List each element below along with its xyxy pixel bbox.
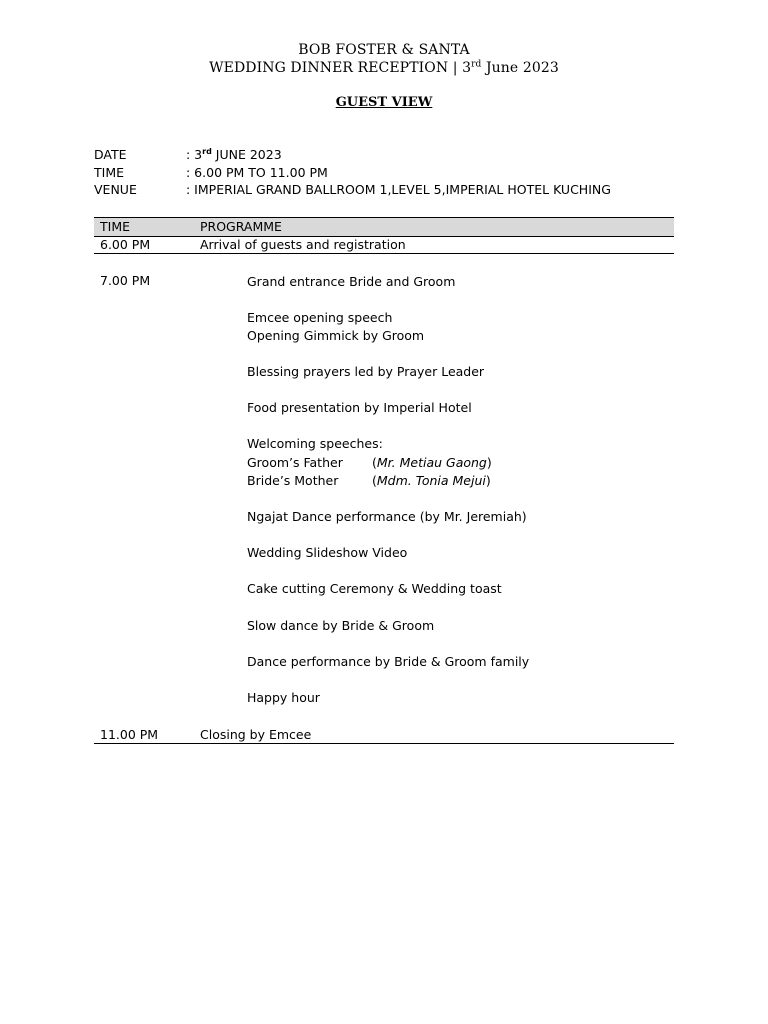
speaker-name-text: Mr. Metiau Gaong [376,455,487,470]
programme-item: Cake cutting Ceremony & Wedding toast [247,581,502,596]
programme-item: Food presentation by Imperial Hotel [247,400,472,415]
document-subtitle [0,60,768,76]
speaker-role: Groom’s Father [247,455,343,470]
title-date-ordinal: rd [471,59,482,70]
programme-item: Ngajat Dance performance (by Mr. Jeremiah) [247,509,527,524]
title-event-suffix: June 2023 [481,60,559,76]
programme-item-welcoming: Welcoming speeches: [247,436,383,451]
document-title [0,42,768,58]
row-programme-arrival: Arrival of guests and registration [200,237,406,252]
row-programme-closing: Closing by Emcee [200,727,312,742]
programme-item: Emcee opening speech [247,310,393,325]
date-label: DATE [94,147,127,162]
programme-item: Blessing prayers led by Prayer Leader [247,364,485,379]
row-time-11pm: 11.00 PM [100,727,159,742]
table-header [94,217,674,237]
date-ordinal: rd [202,146,212,156]
programme-item: Grand entrance Bride and Groom [247,274,456,289]
guest-view-text: GUEST VIEW [335,95,433,110]
programme-item: Slow dance by Bride & Groom [247,618,435,633]
title-couple-names: BOB FOSTER & SANTA [298,42,470,58]
speaker-name: (Mr. Metiau Gaong) [372,455,492,470]
date-value-suffix: JUNE 2023 [211,147,282,162]
date-value-prefix: : 3 [186,147,203,162]
speaker-name-text: Mdm. Tonia Mejui [376,473,486,488]
programme-item: Happy hour [247,690,320,705]
table-bottom-border [94,743,674,744]
row-time-6pm: 6.00 PM [100,237,151,252]
table-header-programme: PROGRAMME [200,219,282,234]
row-time-7pm: 7.00 PM [100,273,151,288]
time-label: TIME [94,165,125,180]
venue-label: VENUE [94,182,137,197]
speaker-role: Bride’s Mother [247,473,339,488]
venue-value: : IMPERIAL GRAND BALLROOM 1,LEVEL 5,IMPERIAL HOTEL KUCHING [186,182,611,197]
table-header-time: TIME [100,219,131,234]
time-value: : 6.00 PM TO 11.00 PM [186,165,328,180]
programme-item: Wedding Slideshow Video [247,545,408,560]
date-value [186,147,282,162]
programme-item: Dance performance by Bride & Groom family [247,654,530,669]
guest-view-heading [0,95,768,110]
title-event-prefix: WEDDING DINNER RECEPTION | 3 [209,60,472,76]
table-row-divider [94,253,674,254]
programme-item: Opening Gimmick by Groom [247,328,425,343]
speaker-name: (Mdm. Tonia Mejui) [372,473,491,488]
